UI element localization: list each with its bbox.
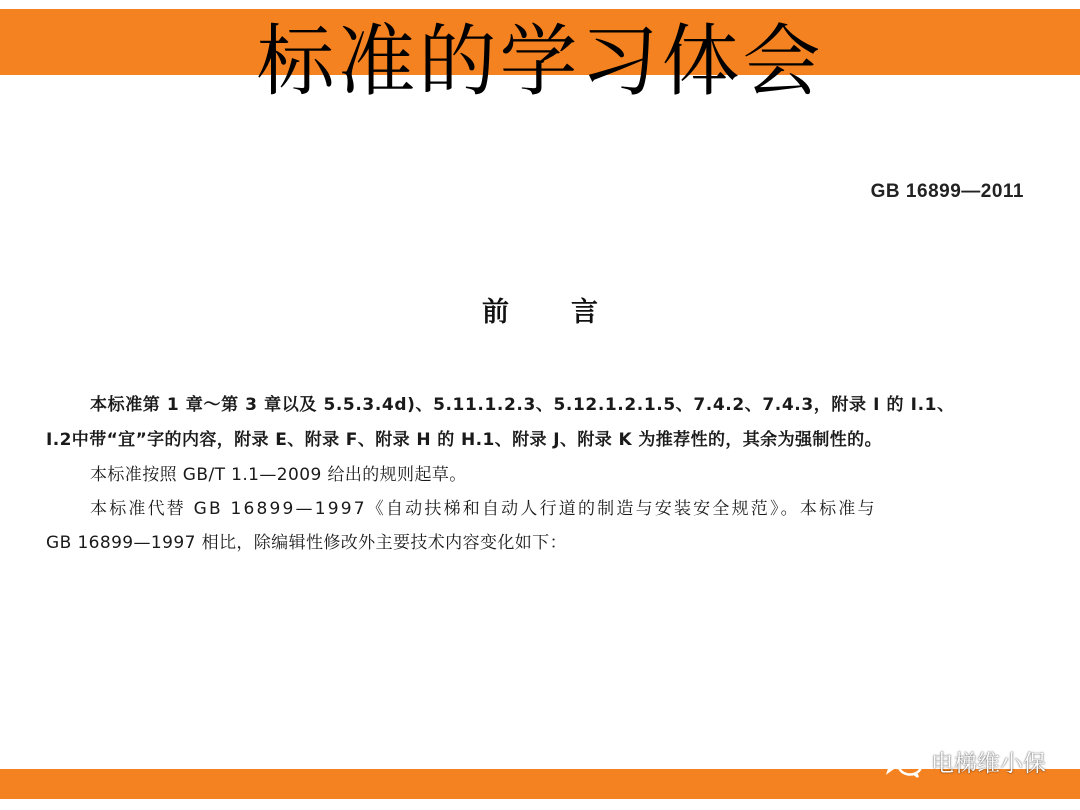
body-line-2: I.2中带“宜”字的内容，附录 E、附录 F、附录 H 的 H.1、附录 J、附录 K 为推荐性的，其余为强制性的。 (46, 430, 882, 450)
body-line-1: 本标准第 1 章～第 3 章以及 5.5.3.4d)、5.11.1.2.3、5.12.1.2.1.5、7.4.2、7.4.3，附录 I 的 I.1、 (90, 395, 955, 415)
body-line-5: GB 16899—1997 相比，除编辑性修改外主要技术内容变化如下： (46, 533, 567, 553)
body-line-4: 本标准代替 GB 16899—1997《自动扶梯和自动人行道的制造与安装安全规范》。本标准与 (90, 499, 877, 519)
slide-title: 标准的学习体会 (256, 17, 824, 107)
body-line-3: 本标准按照 GB/T 1.1—2009 给出的规则起草。 (90, 465, 467, 485)
heading-char-2: 言 (571, 297, 598, 328)
watermark (883, 745, 1046, 778)
watermark-text: 电梯维小保 (931, 751, 1046, 777)
standard-number: GB 16899—2011 (870, 181, 1024, 202)
heading-char-1: 前 (482, 297, 509, 328)
wechat-icon (883, 746, 923, 778)
section-heading (0, 290, 1080, 329)
